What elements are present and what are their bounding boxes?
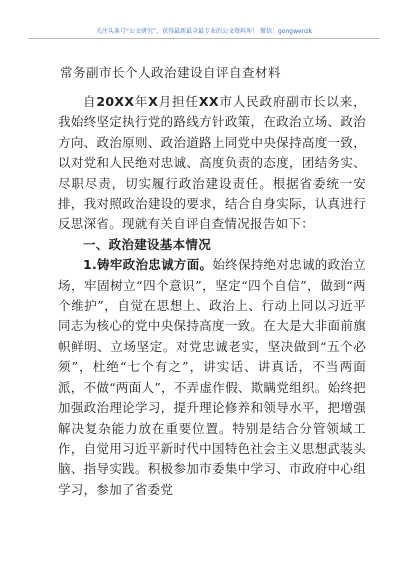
intro-year: 20XX xyxy=(96,94,135,109)
intro-city: XX xyxy=(198,94,219,109)
document-body xyxy=(58,64,366,500)
section-heading: 一、政治建设基本情况 xyxy=(83,236,212,252)
intro-year-suffix: 年 xyxy=(134,94,149,109)
intro-month: X xyxy=(148,94,159,109)
banner-text: 关注头条号“公文研究”，获得最新最全最专业的公文资料库！ 微信：gongwenzk xyxy=(95,28,313,35)
subsection-paragraph xyxy=(58,255,366,500)
intro-month-suffix: 月担任 xyxy=(158,94,199,109)
intro-paragraph xyxy=(58,92,366,235)
subsection-number: 1. xyxy=(83,257,98,273)
subsection-body: 始终保持绝对忠诚的政治立场，牢固树立“四个意识”，坚定“四个自信”，做到“两个维护”，自觉在思想上、政治上、行动上同以习近平同志为核心的党中央保持高度一致。在大是大非面前旗帜鲜明、立场坚定。对党忠诚老实，坚决做到“五个必须”，杜绝“七个有之”，讲实话、讲真话，不当两面派，不做“两面人”，不弄虚作假、欺瞒党组织。始终把加强政治理论学习，提升理论修养和领导水平，把增强解决复杂能力放在重要位置。特别是结合分管领域工作，自觉用习近平新时代中国特色社会主义思想武装头脑、指导实践。积极参加市委集中学习、市政府中心组学习，参加了省委党 xyxy=(58,257,367,497)
document-title: 常务副市长个人政治建设自评自查材料 xyxy=(60,65,282,80)
banner-divider xyxy=(28,38,380,39)
subsection-title: 铸牢政治忠诚方面。 xyxy=(97,257,213,273)
header-banner xyxy=(0,0,408,40)
intro-rest: 市人民政府副市长以来，我始终坚定执行党的路线方针政策，在政治立场、政治方向、政治原则、政治道路上同党中央保持高度一致，以对党和人民绝对忠诚、高度负责的态度，团结务实、尽职尽责，切实履行政治建设责任。根据省委统一安排，我对照政治建设的要求，结合自身实际，认真进行反思深省。现就有关自评自查情况报告如下： xyxy=(58,94,366,232)
intro-prefix: 自 xyxy=(83,94,97,109)
